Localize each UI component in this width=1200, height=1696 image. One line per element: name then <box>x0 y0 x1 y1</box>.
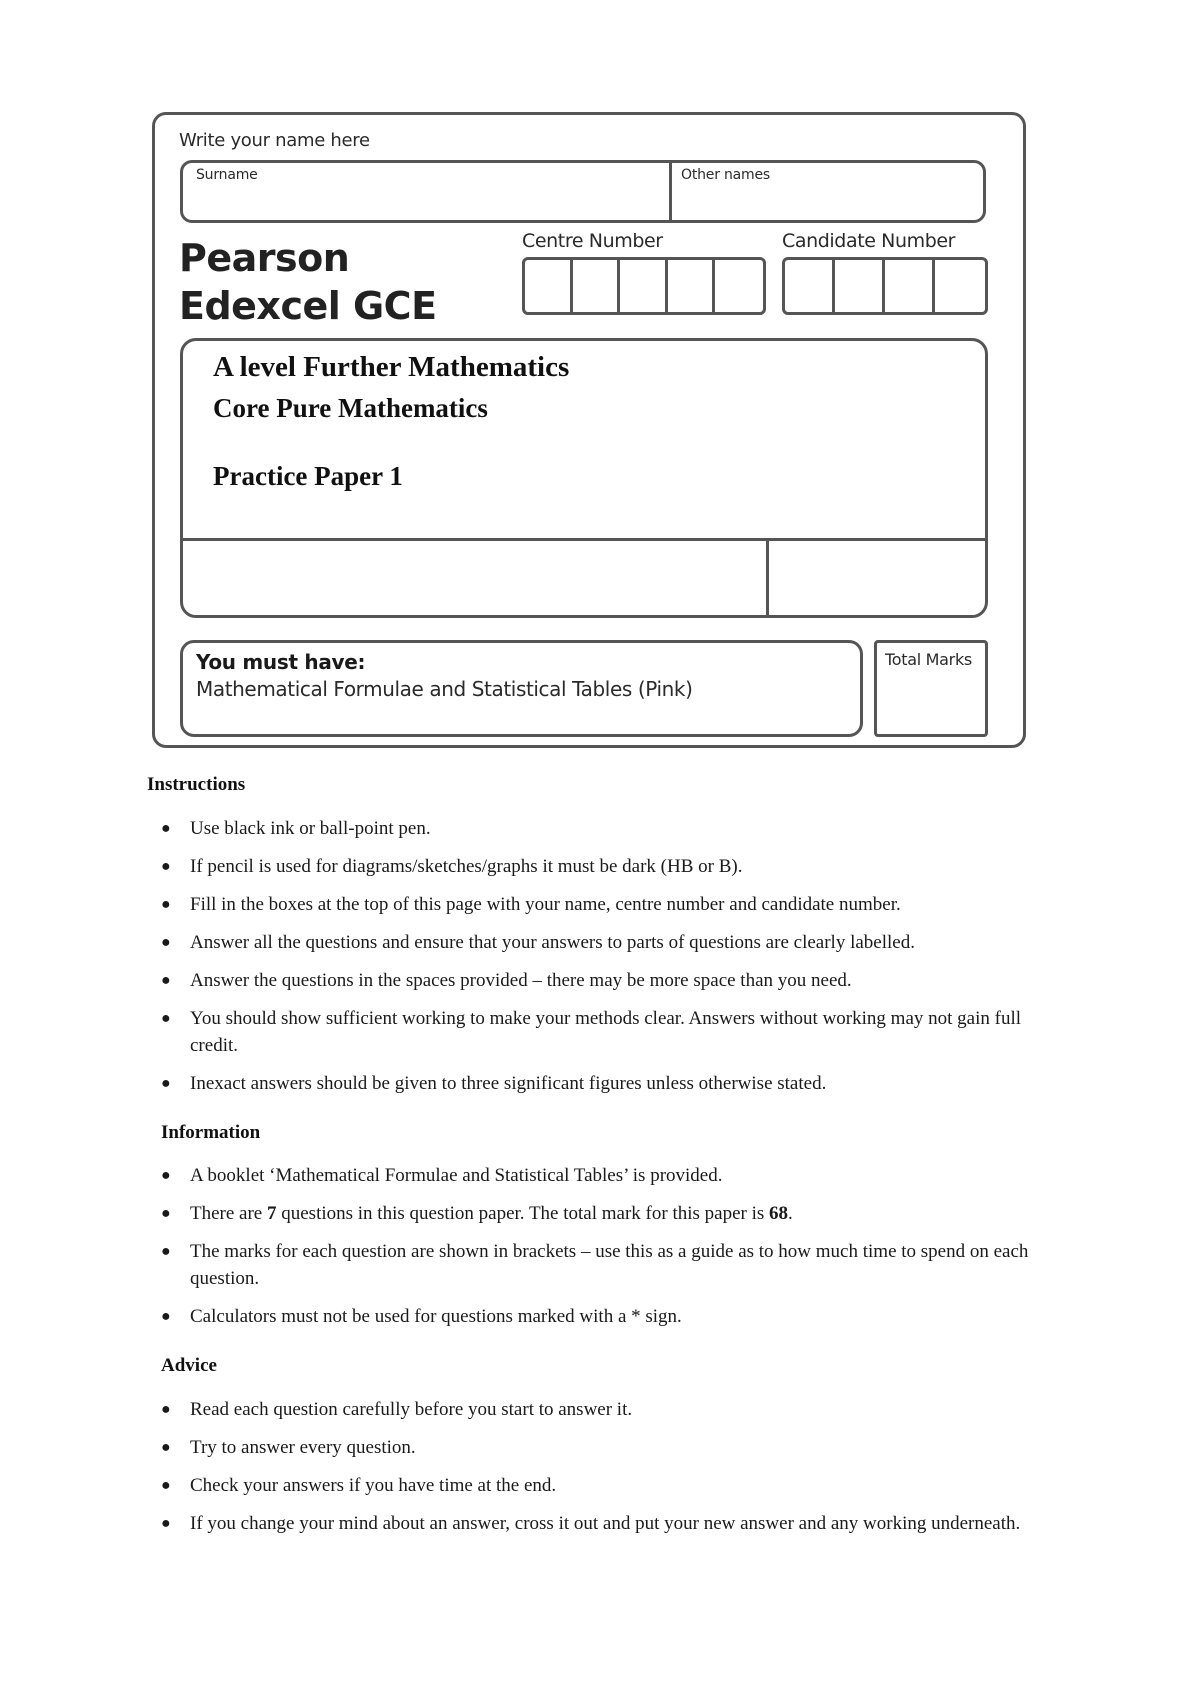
bullet-icon: ● <box>161 1515 171 1532</box>
candidate-digit-box[interactable] <box>835 260 885 312</box>
centre-number-boxes[interactable] <box>522 257 766 315</box>
surname-field[interactable]: Surname <box>196 167 258 183</box>
centre-digit-box[interactable] <box>620 260 668 312</box>
list-item: ● There are 7 questions in this question paper. The total mark for this paper is 68. <box>160 1200 1060 1227</box>
bullet-icon: ● <box>161 1205 171 1222</box>
qualification-title: A level Further Mathematics <box>213 351 570 383</box>
centre-digit-box[interactable] <box>715 260 763 312</box>
information-heading: Information <box>161 1122 261 1143</box>
bullet-icon: ● <box>161 1308 171 1325</box>
centre-digit-box[interactable] <box>668 260 716 312</box>
bullet-icon: ● <box>161 820 171 837</box>
bullet-icon: ● <box>161 1477 171 1494</box>
list-item: ● Check your answers if you have time at the end. <box>160 1472 1060 1499</box>
centre-number-label: Centre Number <box>522 230 663 252</box>
brand-logo <box>179 234 437 330</box>
requirements-box <box>180 640 863 737</box>
total-marks-label: Total Marks <box>885 650 972 669</box>
bullet-icon: ● <box>161 858 171 875</box>
brand-line-1: Pearson <box>179 236 350 280</box>
list-item: ● Fill in the boxes at the top of this page with your name, centre number and candidate number. <box>160 891 1060 918</box>
brand-line-2: Edexcel GCE <box>179 284 437 328</box>
name-divider <box>669 163 672 220</box>
name-caption: Write your name here <box>179 130 370 151</box>
requirements-heading: You must have: <box>196 650 366 674</box>
bullet-icon: ● <box>161 934 171 951</box>
instructions-heading: Instructions <box>147 774 246 795</box>
list-item: ● Calculators must not be used for questions marked with a * sign. <box>160 1303 1060 1330</box>
list-item: ● Try to answer every question. <box>160 1434 1060 1461</box>
list-item: ● If you change your mind about an answer, cross it out and put your new answer and any working underneath. <box>160 1510 1060 1537</box>
list-item: ● Answer all the questions and ensure that your answers to parts of questions are clearly labelled. <box>160 929 1060 956</box>
candidate-digit-box[interactable] <box>885 260 935 312</box>
bullet-icon: ● <box>161 972 171 989</box>
question-count: 7 <box>267 1203 277 1224</box>
bullet-icon: ● <box>161 1075 171 1092</box>
list-item: ● The marks for each question are shown in brackets – use this as a guide as to how much time to spend on each question. <box>160 1238 1060 1292</box>
candidate-digit-box[interactable] <box>785 260 835 312</box>
candidate-number-label: Candidate Number <box>782 230 956 252</box>
other-names-field[interactable]: Other names <box>681 167 770 183</box>
list-item: ● Answer the questions in the spaces provided – there may be more space than you need. <box>160 967 1060 994</box>
title-divider <box>183 538 985 541</box>
bullet-icon: ● <box>161 1167 171 1184</box>
centre-digit-box[interactable] <box>525 260 573 312</box>
requirements-text: Mathematical Formulae and Statistical Tables (Pink) <box>196 677 693 701</box>
bullet-icon: ● <box>161 1401 171 1418</box>
list-item: ● Use black ink or ball-point pen. <box>160 815 1060 842</box>
bullet-icon: ● <box>161 1439 171 1456</box>
advice-list <box>160 1396 1060 1548</box>
list-item: ● You should show sufficient working to make your methods clear. Answers without working may not gain full credit. <box>160 1005 1060 1059</box>
list-item: ● Read each question carefully before you start to answer it. <box>160 1396 1060 1423</box>
candidate-digit-box[interactable] <box>935 260 985 312</box>
component-title: Core Pure Mathematics <box>213 393 488 423</box>
centre-digit-box[interactable] <box>573 260 621 312</box>
paper-title-box <box>180 338 988 618</box>
title-cell-divider <box>766 538 769 618</box>
paper-name: Practice Paper 1 <box>213 461 403 491</box>
candidate-number-boxes[interactable] <box>782 257 988 315</box>
total-mark: 68 <box>769 1203 789 1224</box>
advice-heading: Advice <box>161 1355 217 1376</box>
instructions-list <box>160 815 1060 1108</box>
information-list <box>160 1162 1060 1341</box>
name-box <box>180 160 986 223</box>
list-item: ● Inexact answers should be given to three significant figures unless otherwise stated. <box>160 1070 1060 1097</box>
bullet-icon: ● <box>161 896 171 913</box>
bullet-icon: ● <box>161 1243 171 1260</box>
list-item: ● A booklet ‘Mathematical Formulae and Statistical Tables’ is provided. <box>160 1162 1060 1189</box>
list-item: ● If pencil is used for diagrams/sketches/graphs it must be dark (HB or B). <box>160 853 1060 880</box>
bullet-icon: ● <box>161 1010 171 1027</box>
total-marks-box <box>874 640 988 737</box>
